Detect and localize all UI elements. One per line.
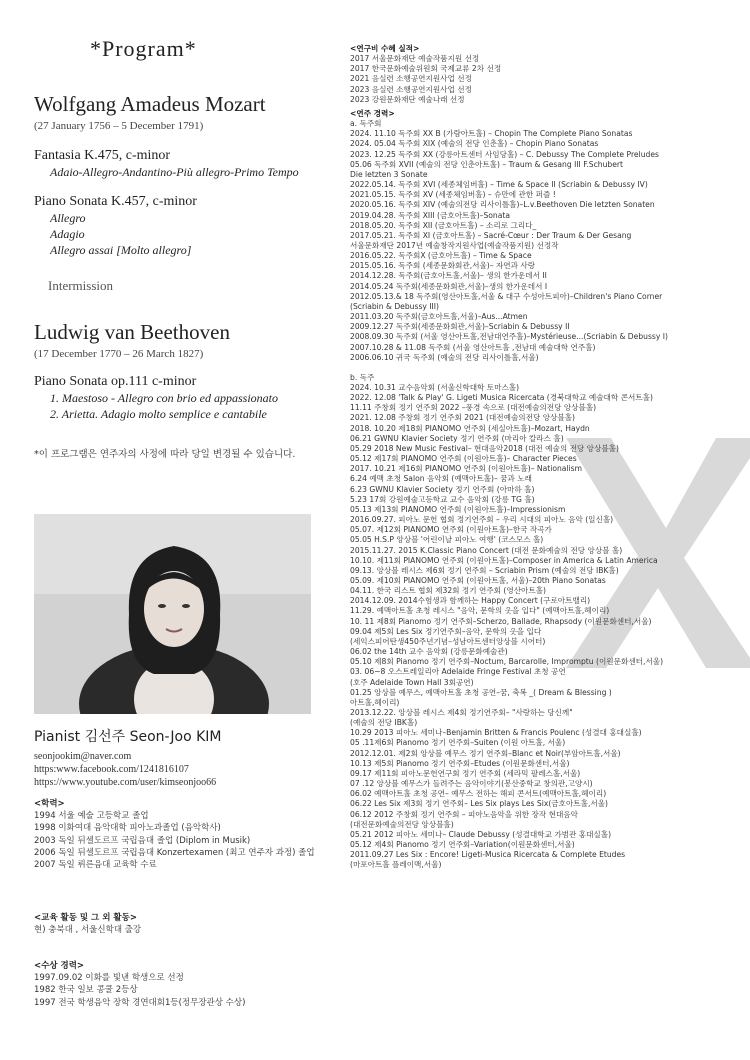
composer-dates: (27 January 1756 – 5 December 1791) [34,120,204,132]
movement: 2. Arietta. Adagio molto semplice e cantabile [50,407,267,421]
recital-item: 2023. 12.25 독주회 XX (강릉아트센터 사임당홀) – C. Debussy The Complete Preludes [350,149,659,159]
concert-item: 05.07. 제12회 PIANOMO 연주회 (이원아트홀)–한국 작곡가 [350,525,552,535]
concert-item: (마포아트홀 플레이맥,서울) [350,860,442,870]
concert-item: 10.29 2013 피아노 세미나–Benjamin Britten & Francis Poulenc (성결대 홍대실홀) [350,728,642,738]
concert-item: 2022. 12.08 'Talk & Play' G. Ligeti Musica Ricercata (경북대학교 예술대학 콘서트홀) [350,393,653,403]
concert-item: 06.21 GWNU Klavier Society 정기 연주회 (마리아 칼라스 홀) [350,433,564,443]
concert-item: 06.02 the 14th 교수 음악회 (강릉문화예술관) [350,647,508,657]
concert-item: 05.09. 제10회 PIANOMO 연주회 (이원아트홀, 서울)–20th Piano Sonatas [350,575,606,585]
concert-item: 2011.09.27 Les Six : Encore! Ligeti-Musica Ricercata & Complete Etudes [350,850,626,860]
concert-item: 04.11. 한국 리스트 협회 제32회 정기 연주회 (영산아트홀) [350,586,547,596]
youtube-link[interactable]: https://www.youtube.com/user/kimseonjoo66 [34,777,217,788]
beethoven-section [34,320,334,422]
recital-item: 2019.04.28. 독주회 XIII (금호아트홀)–Sonata [350,210,511,220]
career-heading: <연주 경력> [350,108,395,118]
concert-item: 2018. 10.20 제18회 PIANOMO 연주회 (세실아트홀)–Mozart, Haydn [350,423,590,433]
movement: 1. Maestoso - Allegro con brio ed appassionato [50,391,278,405]
pianist-name: Pianist 김선주 Seon-Joo KIM [34,729,222,745]
research-item: 2017 한국문화예술위원회 국제교류 2차 선정 [350,64,502,74]
research-heading: <연구비 수혜 실적> [350,44,420,53]
concert-item: 2013.12.22. 앙상블 레시스 제4회 정기연주회– "사랑하는 당신께" [350,708,573,717]
email-link[interactable]: seonjookim@naver.com [34,751,132,762]
concert-item: 05.13 제13회 PIANOMO 연주회 (이원아트홀)–Impressionism [350,504,566,514]
concert-item: 05.21 2012 피아노 세미나– Claude Debussy (성결대학교 가범관 홍대실홀) [350,829,612,839]
concert-item: 10.10. 제11회 PIANOMO 연주회 (이원아트홀)–Composer in America & Latin America [350,555,658,565]
awards-block [34,960,334,1009]
recital-item: 2016.05.22. 독주회X (금호아트홀) – Time & Space [350,251,532,261]
concert-list [350,383,742,871]
concert-item: (대전문화예술의전당 앙상블홀) [350,819,454,829]
education-item: 2007 독일 뤼른음대 교육학 수료 [34,860,157,871]
work-title: Piano Sonata op.111 c-minor [34,374,197,389]
recital-list [350,129,742,363]
work-title: Piano Sonata K.457, c-minor [34,194,197,209]
concert-item: 09.13. 앙상블 레시스 제6회 정기 연주회 – Scriabin Prism (예술의 전당 IBK홀) [350,565,619,575]
program-note: *이 프로그램은 연주자의 사정에 따라 당일 변경될 수 있습니다. [34,449,296,460]
recital-item: 2008.09.30 독주회 (서울 영산아트홀,전남대연주홀)–Mystérieuse...(Scriabin & Debussy I) [350,332,668,342]
education-item: 1998 이화여대 음악대학 피아노과졸업 (음악학사) [34,823,221,834]
awards-heading: <수상 경력> [34,961,85,971]
recital-item: Die letzten 3 Sonate [350,169,428,179]
concert-item: 07 .12 앙상블 예무스가 들려주는 음악이야기(봉산중학교 창의관,고양시) [350,779,593,789]
concert-item: 06.22 Les Six 제3회 정기 연주회– Les Six plays Les Six(금호아트홀,서울) [350,799,609,809]
teaching-block [34,912,334,936]
concert-item: 05.05 H.S.P 앙상블 '어린이날 피아노 여행' (코스모스 홀) [350,535,544,545]
award-item: 1997 전국 학생음악 장학 경연대회1등(정무장관상 수상) [34,997,246,1008]
concert-item: 01.25 앙상블 예무스, 예맥아트홀 초청 공연–꿈, 축복 _( Dream & Blessing ) [350,687,612,697]
recital-item: 2018.05.20. 독주회 XII (금호아트홀) – 소리로 그리다_ [350,220,537,230]
concert-item: 05.12 제4회 Pianomo 정기 연주회–Variation(이원문화센터,서울) [350,840,575,850]
research-item: 2021 음실련 소행공연지원사업 선정 [350,74,472,84]
concert-item: 10.13 제5회 Pianomo 정기 연주회–Etudes (이원문화센터,서울) [350,758,570,768]
concert-item: 06.12 2012 주창회 정기 연주회 – 피아노음악을 위한 장작 현대음악 [350,809,578,819]
career-column [350,44,742,871]
recital-item: 서울문화재단 2017년 예술창작지원사업(예술작품지원) 선정작 [350,240,559,250]
concert-item: 11.11 주창회 정기 연주회 2022 –풍경 속으로 (대전예술의전당 앙상블홀) [350,403,597,413]
research-item: 2023 강원문화재단 예술나래 선정 [350,94,465,104]
work-title: Fantasia K.475, c-minor [34,148,171,163]
recital-item: 2009.12.27 독주회(세종문화회관,서울)–Scriabin & Debussy II [350,322,570,332]
movement: Adaio-Allegro-Andantino-Più allegro-Primo Tempo [50,165,299,179]
concert-item: 05.29 2018 New Music Festival– 현대음악2018 (대전 예술의 전당 앙상블홀) [350,443,619,453]
concert-item: 03. 06~8 오스트레일리아 Adelaide Fringe Festival 초청 공연 [350,667,566,677]
award-item: 1982 한국 일보 콩쿨 2등상 [34,985,138,996]
research-item: 2017 서울문화재단 예술작품지원 선정 [350,54,480,64]
education-heading: <학력> [34,799,65,809]
mozart-section [34,92,334,258]
program-title: *Program* [90,36,197,61]
education-item: 2006 독일 뒤셀도르프 국립음대 Konzertexamen (최고 연주자 과정) 졸업 [34,847,315,858]
facebook-link[interactable]: https:www.facebook.com/1241816107 [34,764,189,775]
recital-item: (Scriabin & Debussy III) [350,301,439,311]
composer-dates: (17 December 1770 – 26 March 1827) [34,348,204,360]
concert-item: 2016.09.27. 피아노 문헌 협회 정기연주회 – 우리 시대의 피아노 음악 (일신홀) [350,515,614,525]
concert-item: 6.24 예맥 초청 Salon 음악회 (예맥아트홀)– 꿈과 노래 [350,474,532,484]
recital-item: 2022.05.14. 독주회 XVI (세종체임버홀) – Time & Space II (Scriabin & Debussy IV) [350,180,648,190]
recital-item: 2012.05.13.& 18 독주회(영산아트홀,서울 & 대구 수성아트피아)–Children's Piano Corner [350,291,663,301]
concert-item: 5.23 17회 강원예술고등학교 교수 음악회 (강릉 TG 홀) [350,494,535,504]
concert-item: 06.02 예맥아트홀 초청 공연– 예무스 전하는 해피 콘서트(예맥아트홀,헤이리) [350,789,607,799]
recital-item: 2014.12.28. 독주회(금호아트홀,서울)– 생의 한가운데서 II [350,271,547,281]
recital-item: 2024. 05.04 독주회 XIX (예술의 전당 인춘홀) – Chopin Piano Sonatas [350,139,599,149]
concert-item: 6.23 GWNU Klavier Society 정기 연주회 (아마하 홀) [350,484,535,494]
concert-item: 11.29. 예맥아트홀 초청 레시스 "음악, 문학의 옷을 입다" (예맥아트홀,헤이리) [350,606,610,616]
concert-item: (예술의 전당 IBK홀) [350,718,418,728]
movement: Allegro assai [Molto allegro] [50,243,192,257]
education-item: 1994 서울 예술 고등학교 졸업 [34,811,149,822]
teaching-item: 현) 충북대 , 서울신학대 출강 [34,925,142,936]
recital-item: 2007.10.28 & 11.08 독주회 (서울 영산아트홀 ,전남대 예술대학 연주홀) [350,342,596,352]
education-item: 2003 독일 뒤셀도르프 국립음대 졸업 (Diplom in Musik) [34,835,251,846]
recital-item: 2014.05.24 독주회(세종문화회관,서울)–생의 한가운데서 I [350,281,548,291]
concert-item: 09.17 제11회 피아노문헌연구회 정기 연주회 (세라믹 팔레스홀,서울) [350,768,581,778]
concert-item: (세익스피어탄생450주년기념–성남아트센터앙상블 시어터) [350,636,546,646]
pianist-photo [34,514,311,714]
concert-item: 2015.11.27. 2015 K.Classic Piano Concert (대전 문화예술의 전당 앙상블 홀) [350,545,623,555]
concert-item: 2014.12.09. 2014수험생과 함께하는 Happy Concert (구로아트밸리) [350,596,591,606]
composer-name: Ludwig van Beethoven [34,320,230,344]
recital-item: 05.06 독주회 XVII (예술의 전당 인춘아트홀) – Traum & Gesang III F.Schubert [350,159,623,169]
recital-item: 2024. 11.10 독주회 XX B (가람아트홀) – Chopin The Complete Piano Sonatas [350,129,633,139]
concert-item: 05 .11제6회 Pianomo 정기 연주회–Suiten (이원 아트홀, 서울) [350,738,566,748]
concert-item: 10. 11 제8회 Pianomo 정기 연주회–Scherzo, Ballade, Rhapsody (이원문화센터,서울) [350,616,652,626]
concert-item: 09.04 제5회 Les Six 정기연주회–음악, 문학의 옷을 입다 [350,626,542,636]
concert-item: (호주 Adelaide Town Hall 3회공연) [350,677,474,687]
recital-item: 2011.03.20 독주회(금호아트홀,서울)–Aus...Atmen [350,312,528,322]
award-item: 1997.09.02 이화를 빛낸 학생으로 선정 [34,973,184,984]
recital-item: 2021.05.15. 독주회 XV (세종체임버홀) – 슈만에 관한 퍼즐 ! [350,190,556,200]
intermission-label: Intermission [48,278,113,293]
teaching-heading: <교육 활동 및 그 외 활동> [34,913,137,923]
composer-name: Wolfgang Amadeus Mozart [34,92,266,116]
recital-heading: a. 독주회 [350,119,382,129]
recital-item: 2017.05.21. 독주회 XI (금호아트홀) – Sacré-Cœur : Der Traum & Der Gesang [350,230,632,240]
recital-item: 2006.06.10 귀국 독주회 (예술의 전당 리사이틀홀,서울) [350,352,539,362]
education-block [34,798,334,871]
concert-item: 2012.12.01. 제2회 앙상블 예무스 정기 연주회–Blanc et Noir(부암아트홀,서울) [350,748,621,758]
concert-item: 05.12 제17회 PIANOMO 연주회 (이원아트홀)– Character Pieces [350,454,577,464]
movement: Adagio [50,227,85,241]
concert-item: 아트홀,헤이리) [350,697,400,707]
concert-item: 05.10 제8회 Pianomo 정기 연주회–Noctum, Barcarolle, Impromptu (이원문화센터,서울) [350,657,664,667]
research-list [350,54,742,105]
research-item: 2023 음실련 소행공연지원사업 선정 [350,84,472,94]
movement: Allegro [50,211,86,225]
recital-item: 2020.05.16. 독주회 XIV (예술의전당 리사이틀홀)–L.v.Beethoven Die letzten Sonaten [350,200,655,210]
concert-item: 2021. 12.08 주창회 정기 연주회 2021 (대전예술의전당 앙상블홀) [350,413,575,423]
concert-item: 2017. 10.21 제16회 PIANOMO 연주회 (이원아트홀)– Nationalism [350,464,583,474]
concert-heading: b. 독주 [350,372,375,382]
portrait-illustration [34,514,311,714]
concert-item: 2024. 10.31 교수음악회 (서울신학대학 토마스홀) [350,383,520,392]
recital-item: 2015.05.16. 독주회 (세종문화회관,서울)– 자연과 사랑 [350,261,536,271]
contact-info [34,750,216,789]
